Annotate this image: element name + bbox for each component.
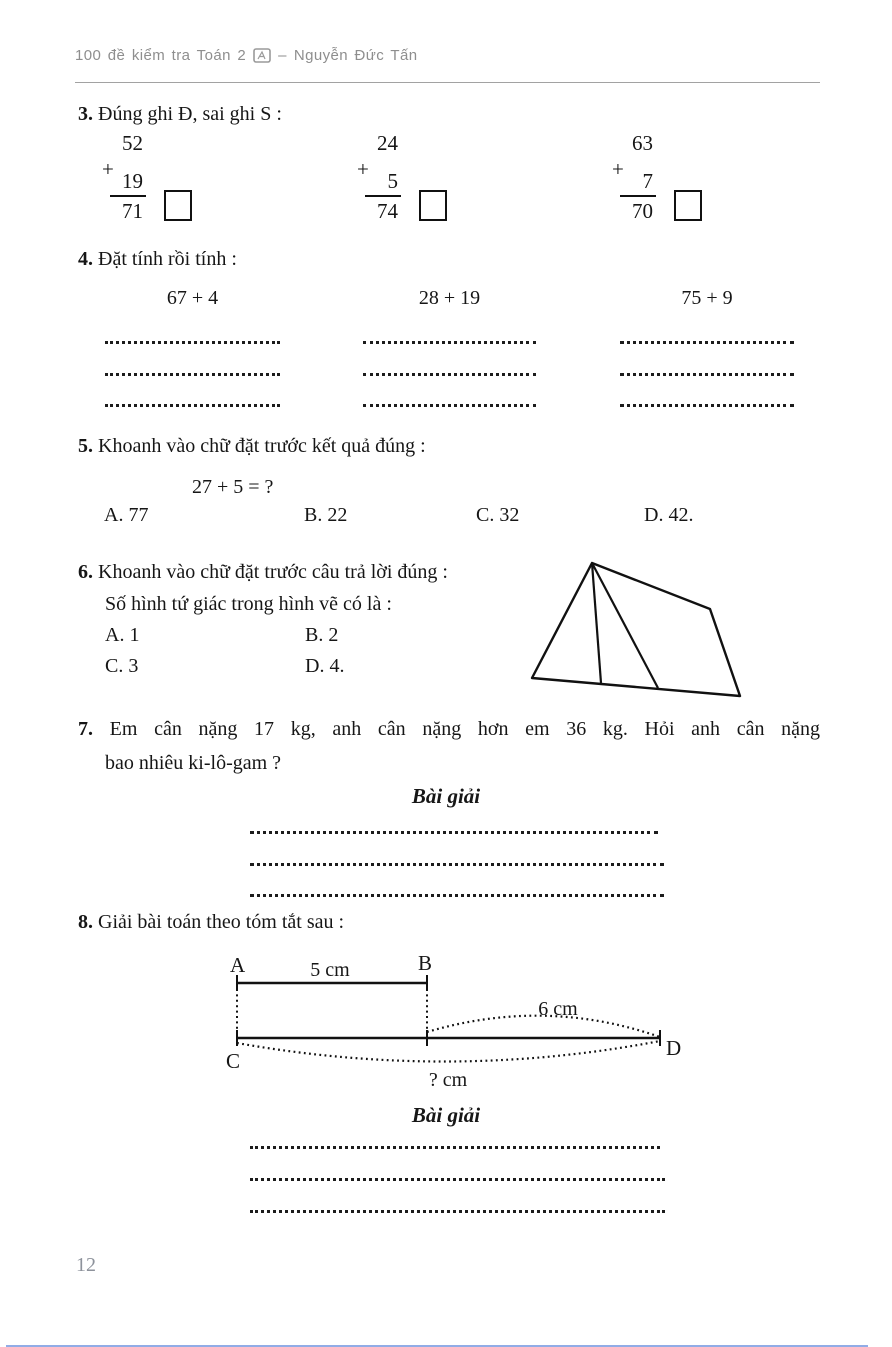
expression: 75 + 9 bbox=[681, 287, 733, 309]
problem-number: 6. bbox=[78, 561, 93, 583]
sum-rule bbox=[110, 195, 146, 197]
point-b-label: B bbox=[418, 951, 433, 975]
answer-line[interactable] bbox=[620, 373, 794, 376]
problem-number: 5. bbox=[78, 435, 93, 457]
option-d[interactable]: D. 42. bbox=[644, 504, 694, 526]
answer-line[interactable] bbox=[105, 373, 280, 376]
problem-number: 3. bbox=[78, 103, 93, 125]
answer-line[interactable] bbox=[620, 404, 794, 407]
publisher-logo-icon bbox=[253, 48, 271, 63]
solution-heading: Bài giải bbox=[411, 784, 481, 808]
expression: 28 + 19 bbox=[418, 287, 481, 309]
addend-bottom: 5 bbox=[387, 169, 398, 193]
header-series-title: 100 đề kiểm tra Toán 2 bbox=[75, 47, 247, 64]
sum-rule bbox=[365, 195, 401, 197]
problem-prompt-line2: bao nhiêu ki-lô-gam ? bbox=[105, 752, 282, 774]
option-a[interactable]: A. 1 bbox=[105, 624, 140, 646]
problem-prompt: Khoanh vào chữ đặt trước câu trả lời đúng : bbox=[98, 561, 448, 583]
ab-length-label: 5 cm bbox=[310, 959, 350, 981]
problem-5-heading bbox=[78, 435, 426, 458]
problem-prompt: Khoanh vào chữ đặt trước kết quả đúng : bbox=[98, 435, 426, 457]
expression: 27 + 5 = ? bbox=[192, 476, 274, 498]
point-a-label: A bbox=[230, 953, 246, 977]
problem-question: Số hình tứ giác trong hình vẽ có là : bbox=[105, 593, 392, 615]
addition-problem bbox=[100, 130, 146, 224]
answer-line[interactable] bbox=[250, 863, 664, 866]
option-b[interactable]: B. 22 bbox=[304, 504, 348, 526]
expression: 67 + 4 bbox=[166, 287, 219, 309]
option-c[interactable]: C. 3 bbox=[105, 655, 139, 677]
answer-line[interactable] bbox=[250, 831, 658, 834]
addend-bottom: 7 bbox=[642, 169, 653, 193]
sum-result: 74 bbox=[377, 199, 398, 223]
segment-diagram bbox=[180, 945, 700, 1097]
answer-line[interactable] bbox=[363, 373, 536, 376]
answer-line[interactable] bbox=[250, 1210, 665, 1213]
problem-6-heading bbox=[78, 561, 448, 584]
problem-8-heading bbox=[78, 911, 344, 934]
addend-top: 63 bbox=[632, 131, 653, 155]
header-divider bbox=[75, 82, 820, 83]
sum-rule bbox=[620, 195, 656, 197]
addend-top: 24 bbox=[377, 131, 398, 155]
answer-box[interactable] bbox=[419, 190, 447, 221]
answer-box[interactable] bbox=[674, 190, 702, 221]
answer-line[interactable] bbox=[363, 341, 536, 344]
addend-bottom: 19 bbox=[122, 169, 143, 193]
option-b[interactable]: B. 2 bbox=[305, 624, 339, 646]
answer-line[interactable] bbox=[250, 1146, 660, 1149]
problem-4-heading bbox=[78, 248, 237, 271]
page-number: 12 bbox=[76, 1254, 96, 1276]
cd-length-label: ? cm bbox=[428, 1069, 468, 1091]
header-separator: – bbox=[278, 47, 287, 64]
sum-result: 71 bbox=[122, 199, 143, 223]
solution-heading: Bài giải bbox=[411, 1103, 481, 1127]
addend-top: 52 bbox=[122, 131, 143, 155]
quadrilateral-figure bbox=[525, 555, 753, 707]
problem-number: 7. bbox=[78, 718, 93, 740]
plus-sign: + bbox=[102, 157, 114, 181]
option-c[interactable]: C. 32 bbox=[476, 504, 520, 526]
problem-3-heading bbox=[78, 103, 282, 126]
answer-line[interactable] bbox=[105, 341, 280, 344]
answer-box[interactable] bbox=[164, 190, 192, 221]
answer-line[interactable] bbox=[250, 894, 664, 897]
problem-prompt: Đúng ghi Đ, sai ghi S : bbox=[98, 103, 282, 125]
header-author: Nguyễn Đức Tấn bbox=[293, 47, 418, 64]
addition-problem bbox=[610, 130, 656, 224]
point-d-label: D bbox=[666, 1036, 682, 1060]
plus-sign: + bbox=[612, 157, 624, 181]
page-header bbox=[75, 47, 417, 64]
sum-result: 70 bbox=[632, 199, 653, 223]
option-d[interactable]: D. 4. bbox=[305, 655, 345, 677]
answer-line[interactable] bbox=[363, 404, 536, 407]
problem-prompt: Giải bài toán theo tóm tắt sau : bbox=[98, 911, 345, 933]
problem-number: 4. bbox=[78, 248, 93, 270]
point-c-label: C bbox=[226, 1049, 241, 1073]
problem-prompt: Đặt tính rồi tính : bbox=[98, 248, 237, 270]
plus-sign: + bbox=[357, 157, 369, 181]
problem-number: 8. bbox=[78, 911, 93, 933]
problem-prompt-line1: Em cân nặng 17 kg, anh cân nặng hơn em 36 kg. Hỏi anh cân nặng bbox=[109, 718, 821, 740]
bd-length-label: 6 cm bbox=[538, 998, 578, 1020]
addition-problem bbox=[355, 130, 401, 224]
answer-line[interactable] bbox=[250, 1178, 665, 1181]
problem-7-heading bbox=[78, 718, 820, 741]
option-a[interactable]: A. 77 bbox=[104, 504, 149, 526]
answer-line[interactable] bbox=[105, 404, 280, 407]
answer-line[interactable] bbox=[620, 341, 794, 344]
